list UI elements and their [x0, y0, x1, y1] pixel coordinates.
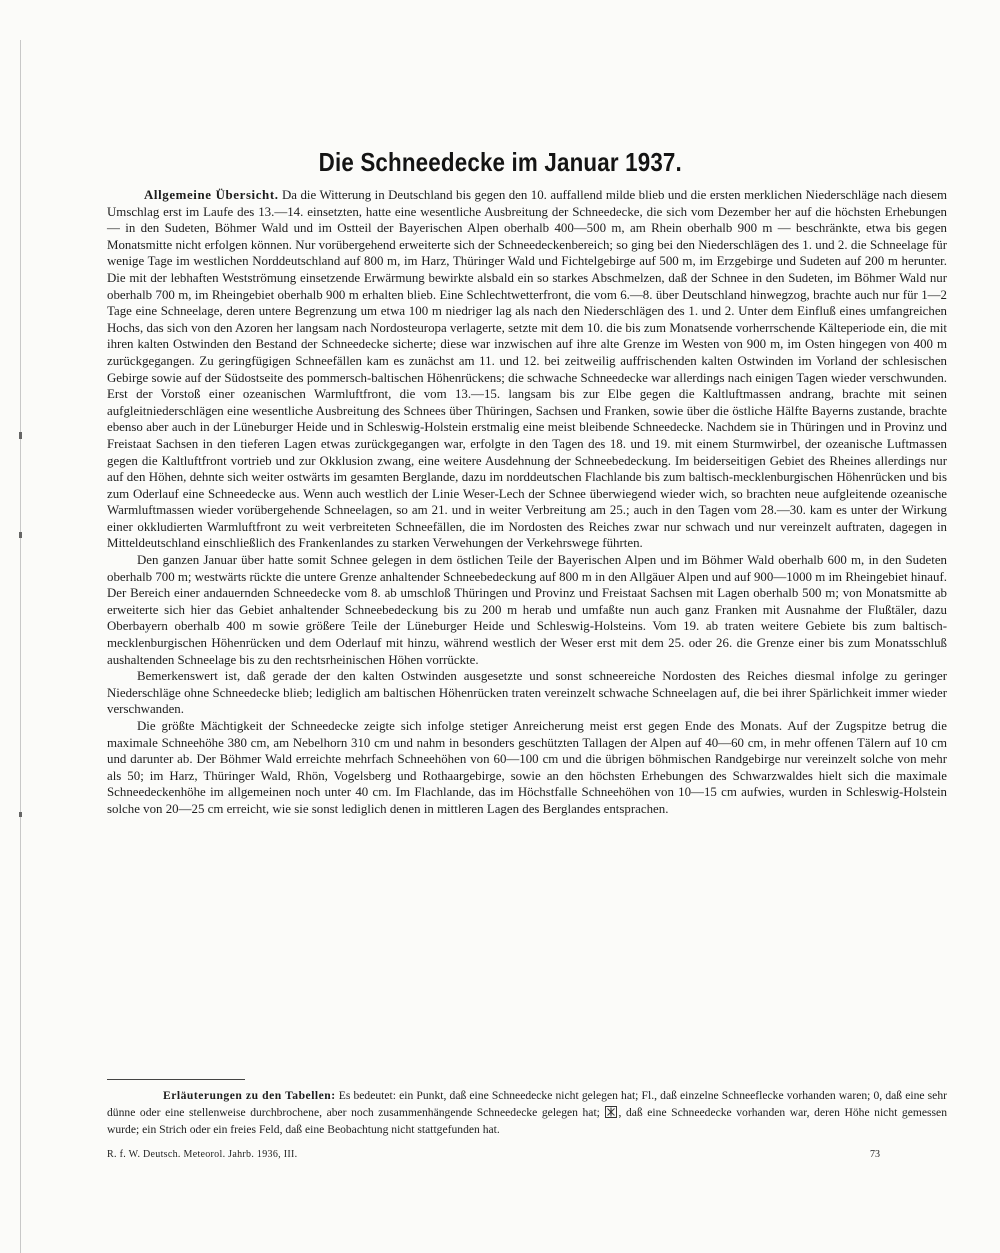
edge-mark	[19, 812, 22, 817]
page-number: 73	[870, 1149, 880, 1160]
overview-heading: Allgemeine Übersicht.	[144, 188, 279, 202]
boxed-snow-symbol-icon	[605, 1106, 617, 1118]
notes-heading: Erläuterungen zu den Tabellen:	[163, 1089, 336, 1102]
notes-text: Es bedeutet: ein Punkt, daß eine Schneedecke nicht gelegen hat; Fl., daß einzelne Schneeflecke vorhanden waren; 0, daß eine sehr dünne oder eine stellenweise durchbrochene, aber noch zusammenhängende Schneedecke gelegen hat;	[107, 1089, 947, 1119]
paragraph-overview	[107, 187, 947, 552]
paragraph: Den ganzen Januar über hatte somit Schnee gelegen in dem östlichen Teile der Bayerischen Alpen und im Böhmer Wald oberhalb 600 m, in den Sudeten oberhalb 700 m; westwärts rückte die untere Grenze anhaltender Schneebedeckung auf 800 m in den Allgäuer Alpen und auf 900—1000 m im Rheingebiet hinauf. Der Bereich einer andauernden Schneedecke vom 8. ab umschloß Thüringen und Provinz und Freistaat Sachsen mit Lagen oberhalb 500 m; von Monatsmitte ab erweiterte sich hier das Gebiet anhaltender Schneebedeckung bis zu 200 m herab und umfaßte nun auch ganz Franken mit Ausnahme der Flußtäler, dazu Oberbayern oberhalb 400 m sowie größere Teile der Lüneburger Heide und Schleswig-Holsteins. Vom 19. ab traten weitere Gebiete bis zum baltisch-mecklenburgischen Höhenrücken und dem Oderlauf mit hinzu, während westlich der Weser erst mit dem 25. oder 26. die Grenze einer bis zum Monatsschluß aushaltenden Schneelage bis zu den rechtsrheinischen Höhen vorrückte.	[107, 553, 947, 667]
paragraph-text: Da die Witterung in Deutschland bis gegen den 10. auffallend milde blieb und die ersten merklichen Niederschläge nach diesem Umschlag erst im Laufe des 13.—14. einsetzten, hatte eine wesentliche Ausbreitung der Schneedecke, die sich vom Dezember her auf die höchsten Erhebungen — in den Sudeten, Böhmer Wald und im Ostteil der Bayerischen Alpen oberhalb 400—500 m, am Rhein oberhalb 900 m — beschränkte, etwa bis gegen Monatsmitte nicht erfolgen können. Nur vorübergehend erweiterte sich der Schneedeckenbereich; so ging bei den Niederschlägen des 1. und 2. die Schneelage für wenige Tage im westlichen Norddeutschland auf 800 m, im Harz, Thüringer Wald und Fichtelgebirge auf 500 m, im Erzgebirge und Sudeten auf 200 m herunter. Die mit der lebhaften Westströmung einsetzende Erwärmung bewirkte alsbald ein so starkes Abschmelzen, daß der Schnee in den Sudeten, im Böhmer Wald nur oberhalb 700 m, im Rheingebiet oberhalb 900 m erhalten blieb. Eine Schlechtwetterfront, die vom 6.—8. über Deutschland hinwegzog, brachte auch nur für 1—2 Tage eine Schneelage, deren untere Begrenzung um etwa 100 m niedriger lag als nach den Niederschlägen des 1. und 2. Unter dem Einfluß eines umfangreichen Hochs, das sich von den Azoren her langsam nach Nordosteuropa verlagerte, setzte mit dem 10. die bis zum Monatsende vorherrschende Kälteperiode ein, die mit ihren kalten Ostwinden den Bestand der Schneedecke sicherte; diese war inzwischen auf ihre alte Grenze im Westen von 900 m, im Osten hingegen von 400 m zurückgegangen. Zu geringfügigen Schneefällen kam es zunächst am 11. und 12. bei zeitweilig auffrischenden kalten Ostwinden im Vorland der schlesischen Gebirge sowie auf der Südostseite des pommersch-baltischen Höhenrückens; die schwache Schneedecke war allerdings nach einigen Tagen wieder verschwunden. Erst der Vorstoß einer ozeanischen Warmluftfront, die vom 13.—15. langsam bis zur Elbe gegen die Kaltluftmassen andrang, brachte mit seinen aufgleitniederschlägen eine wesentliche Ausbreitung des Schnees über Thüringen, Sachsen und Franken, sowie über die östliche Hälfte Bayerns zustande, brachte ebenso aber auch in der Lüneburger Heide und in Schleswig-Holstein erstmalig eine meist bleibende Schneedecke. Nachdem sie in Thüringen und in Provinz und Freistaat Sachsen in den tieferen Lagen etwas zurückgegangen war, erfolgte in den Tagen des 18. und 19. mit einem Sturmwirbel, der ozeanische Luftmassen gegen die Kaltluftfront vortrieb und zur Okklusion zwang, eine weitere Ausdehnung der Schneebedeckung. Im beiderseitigen Gebiet des Rheines allerdings nur auf den Höhen, dehnte sich weiter ostwärts im gesamten Berglande, dazu im norddeutschen Flachlande bis zum baltisch-mecklenburgischen Höhenrücken und bis zum Oderlauf eine Schneedecke aus. Wenn auch westlich der Linie Weser-Lech der Schnee überwiegend wieder wich, so brachten neue aufgleitende ozeanische Warmluftmassen wieder vorübergehende Schneelagen, so am 21. und in weiter Verbreitung am 25.; auch in den Tagen vom 28.—30. kam es unter der Wirkung einer okkludierten Warmluftfront zu weit verbreiteten Schneefällen, die im Nordosten des Reiches zwar nur schwach und nur vereinzelt auftraten, dagegen in Mitteldeutschland einschließlich des Frankenlandes zu starken Verwehungen der Verkehrswege führten.	[107, 188, 947, 551]
page-edge-line	[20, 40, 21, 1253]
footnote-rule	[107, 1079, 245, 1080]
edge-mark	[19, 532, 22, 538]
notes-paragraph	[107, 1087, 947, 1138]
paragraph: Bemerkenswert ist, daß gerade der den kalten Ostwinden ausgesetzte und sonst schneereiche Nordosten des Reiches diesmal infolge zu geringer Niederschläge ohne Schneedecke blieb; lediglich am baltischen Höhenrücken traten vereinzelt schwache Schneelagen auf, die bei ihrer Spärlichkeit immer wieder verschwanden.	[107, 669, 947, 717]
article-body	[107, 187, 947, 818]
notes-text: , daß eine Schneedecke vorhanden war, deren Höhe nicht gemessen wurde; ein Strich oder ein freies Feld, daß eine Beobachtung nicht stattgefunden hat.	[107, 1106, 947, 1136]
page-title: Die Schneedecke im Januar 1937.	[318, 147, 682, 177]
paragraph: Die größte Mächtigkeit der Schneedecke zeigte sich infolge stetiger Anreicherung meist erst gegen Ende des Monats. Auf der Zugspitze betrug die maximale Schneehöhe 380 cm, am Nebelhorn 310 cm und nahm in besonders geschützten Tallagen der Alpen auf 40—60 cm, in mehr offenen Tälern auf 10 cm und darunter ab. Der Böhmer Wald erreichte mehrfach Schneehöhen von 60—100 cm und die übrigen böhmischen Randgebirge nur vereinzelt solche von mehr als 50; im Harz, Thüringer Wald, Rhön, Vogelsberg und Rothaargebirge, sowie an den höchsten Erhebungen des Schwarzwaldes hielt sich die maximale Schneedeckenhöhe im allgemeinen noch unter 40 cm. Im Flachlande, das im Höchstfalle Schneehöhen von 10—15 cm aufwies, wurden in Schleswig-Holstein solche von 20—25 cm erreicht, wie sie sonst lediglich denen in mittleren Lagen des Berglandes entsprachen.	[107, 719, 947, 816]
edge-mark	[19, 432, 22, 439]
journal-citation: R. f. W. Deutsch. Meteorol. Jahrb. 1936, III.	[107, 1149, 298, 1160]
table-notes	[107, 1087, 947, 1138]
